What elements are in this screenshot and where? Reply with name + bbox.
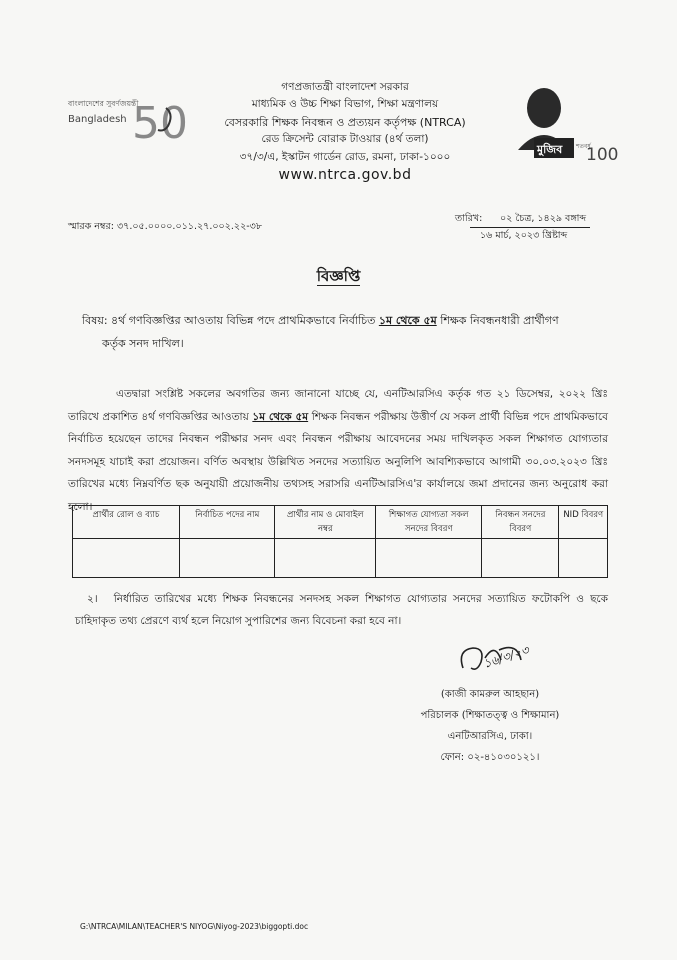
- footer-file-path: G:\NTRCA\MILAN\TEACHER'S NIYOG\Niyog-2023\biggopti.doc: [80, 922, 309, 931]
- signatory-name: (কাজী কামরুল আহছান): [440, 689, 540, 700]
- notice-title-text: বিজ্ঞপ্তি: [316, 267, 361, 285]
- table-cell: [559, 539, 608, 578]
- point-two-text: নির্ধারিত তারিখের মধ্যে শিক্ষক নিবন্ধনের সনদসহ সকল শিক্ষাগত যোগ্যতার সনদের সত্যায়িত ফটোকপি ও ছকে চাহিদাকৃত তথ্য প্রেরণে ব্যর্থ হলে নিয়োগ সুপারিশের জন্য বিবেচনা করা হবে না।: [75, 593, 608, 627]
- logo-left-bn-text: বাংলাদেশের সুবর্ণজয়ন্তী: [68, 99, 139, 108]
- logo-left-en-text: Bangladesh: [68, 114, 127, 125]
- signatory-office: এনটিআরসিএ, ঢাকা।: [447, 731, 533, 742]
- table-cell: [376, 539, 482, 578]
- signatory-phone: ফোন: ০২-৪১০৩০১২১।: [440, 752, 540, 763]
- signature-handwritten: [455, 628, 575, 688]
- subject-block: [82, 309, 602, 355]
- subject-text-part1: ৪র্থ গণবিজ্ঞপ্তির আওতায় বিভিন্ন পদে প্রাথমিকভাবে নির্বাচিত: [111, 314, 379, 327]
- subject-text-part2: শিক্ষক নিবন্ধনধারী প্রার্থীগণ: [436, 314, 559, 327]
- logo-right-small-text: শতবর্ষ: [576, 143, 591, 150]
- header-line-government: গণপ্রজাতন্ত্রী বাংলাদেশ সরকার: [281, 81, 409, 93]
- header-website: www.ntrca.gov.bd: [278, 167, 412, 183]
- table-row: [73, 539, 608, 578]
- date-gregorian: ১৬ মার্চ, ২০২৩ খ্রিষ্টাব্দ: [480, 230, 568, 241]
- subject-label: বিষয়:: [82, 314, 108, 327]
- memo-label: স্মারক নম্বর:: [68, 221, 114, 232]
- date-divider: [470, 227, 590, 228]
- point-two: [75, 588, 608, 632]
- mujib-100-logo: [506, 80, 624, 164]
- date-label: তারিখ:: [455, 213, 483, 224]
- info-table: [72, 505, 608, 578]
- header-line-ntrca: বেসরকারি শিক্ষক নিবন্ধন ও প্রত্যয়ন কর্তৃপক্ষ (NTRCA): [224, 116, 466, 129]
- header-line-address: ৩৭/৩/এ, ইস্কাটন গার্ডেন রোড, রমনা, ঢাকা-১০০০: [239, 151, 451, 163]
- table-cell: [482, 539, 559, 578]
- table-header-registration: নিবন্ধন সনদের বিবরণ: [482, 506, 559, 539]
- signature-date: ১৬/৩/২৩: [481, 642, 531, 671]
- table-header-education: শিক্ষাগত যোগ্যতা সকল সনদের বিবরণ: [376, 506, 482, 539]
- body-text-part1: এতদ্বারা সংশ্লিষ্ট সকলের অবগতির জন্য জানানো যাচ্ছে যে, এনটিআরসিএ কর্তৃক গত ২১ ডিসেম্বর, ২০২২ খ্রিঃ তারিখে প্রকাশিত ৪র্থ গণবিজ্ঞপ্তির আওতায়: [68, 388, 608, 423]
- body-paragraph: [68, 383, 608, 518]
- body-text-part2: শিক্ষক নিবন্ধন পরীক্ষায় উত্তীর্ণ যে সকল প্রার্থী বিভিন্ন পদে প্রাথমিকভাবে নির্বাচিত হয়েছেন তাদের নিবন্ধন পরীক্ষার সনদ এবং নিবন্ধন পরীক্ষায় আবেদনের সময় দাখিলকৃত সকল শিক্ষাগত যোগ্যতার সনদসমূহ যাচাই করা প্রয়োজন। বর্ণিত অবস্থায় উল্লিখিত সনদের সত্যায়িত অনুলিপি আবশ্যিকভাবে আগামী ৩০.০৩.২০২৩ খ্রিঃ তারিখের মধ্যে নিম্নবর্ণিত ছক অনুযায়ী প্রয়োজনীয় তথ্যসহ সরাসরি এনটিআরসিএ'র কার্যালয়ে জমা প্রদানের জন্য অনুরোধ করা হলো।: [68, 410, 608, 513]
- logo-right-bn-text: মুজিব: [537, 143, 563, 156]
- table-header-name-mobile: প্রার্থীর নাম ও মোবাইল নম্বর: [275, 506, 376, 539]
- body-bold-range: ১ম থেকে ৫ম: [252, 410, 309, 423]
- table-cell: [73, 539, 180, 578]
- table-header-roll-batch: প্রার্থীর রোল ও ব্যাচ: [73, 506, 180, 539]
- subject-line2: কর্তৃক সনদ দাখিল।: [102, 337, 184, 350]
- table-header-nid: NID বিবরণ: [559, 506, 608, 539]
- table-header-selected-post: নির্বাচিত পদের নাম: [180, 506, 275, 539]
- table-cell: [180, 539, 275, 578]
- date-bangla: ০২ চৈত্র, ১৪২৯ বঙ্গাব্দ: [500, 213, 587, 224]
- notice-title: [0, 265, 677, 290]
- memo-number: [68, 220, 262, 235]
- logo-right-number: 100: [586, 145, 619, 164]
- header-line-building: রেড ক্রিসেন্ট বোরাক টাওয়ার (৪র্থ তলা): [261, 133, 429, 145]
- point-two-number: ২।: [87, 593, 98, 605]
- memo-value: ৩৭.০৫.০০০০.০১১.২৭.০০২.২২-৩৮: [116, 221, 263, 232]
- header-line-division: মাধ্যমিক ও উচ্চ শিক্ষা বিভাগ, শিক্ষা মন্ত্রণালয়: [251, 98, 439, 110]
- subject-bold-range: ১ম থেকে ৫ম: [378, 314, 437, 327]
- portrait-head: [527, 88, 561, 128]
- logo-left-number: 50: [132, 98, 188, 149]
- signature-block: [415, 684, 565, 768]
- signatory-designation: পরিচালক (শিক্ষাতত্ত্ব ও শিক্ষামান): [420, 710, 560, 721]
- table-cell: [275, 539, 376, 578]
- bangladesh-50-logo: [64, 86, 204, 156]
- table-header-row: [73, 506, 608, 539]
